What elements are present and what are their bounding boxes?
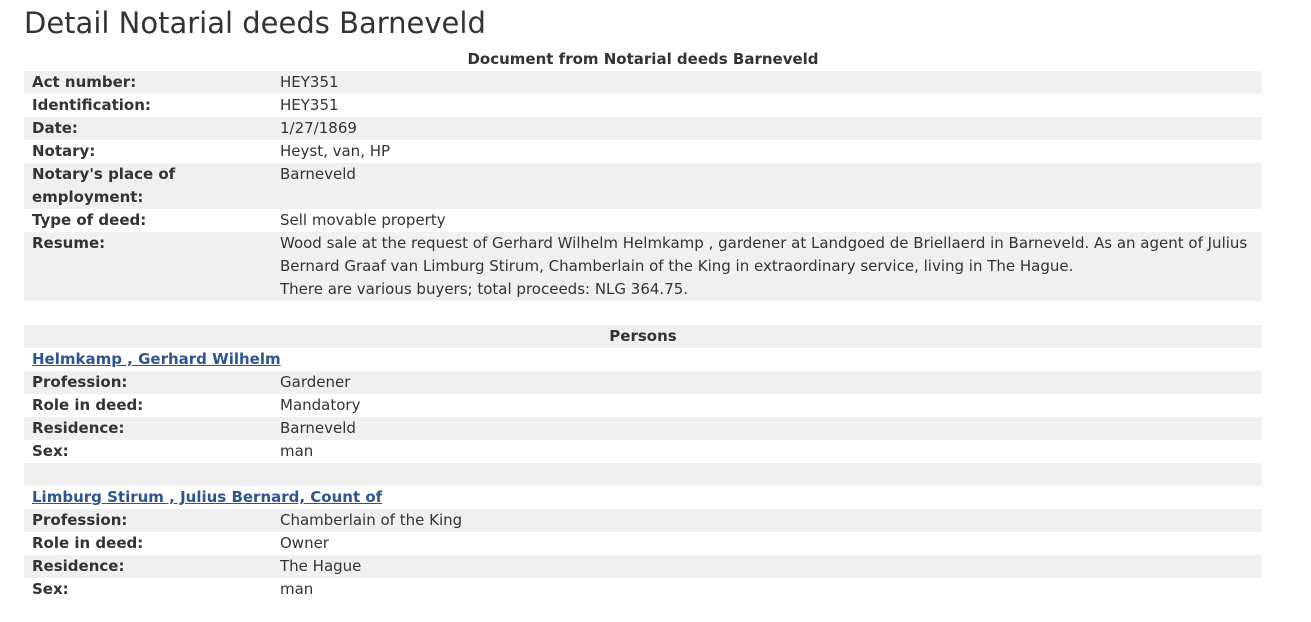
field-label: Type of deed: [32, 211, 147, 229]
resume-text [272, 232, 1262, 301]
person-field-row [24, 371, 1262, 394]
persons-caption-row [24, 325, 1262, 348]
field-label: Residence: [24, 417, 272, 440]
resume-line: Wood sale at the request of Gerhard Wilhelm Helmkamp , gardener at Landgoed de Briellaerd in Barneveld. As an agent of Julius Bernard Graaf van Limburg Stirum, Chamberlain of the King in extraordinary service, living in The Hague. [280, 234, 1248, 275]
field-label: Sex: [32, 442, 69, 460]
deed-detail [24, 48, 1262, 601]
field-label: Sex: [32, 580, 69, 598]
page-title: Detail Notarial deeds Barneveld [24, 6, 486, 40]
person-field-row [24, 440, 1262, 463]
field-value: Owner [280, 534, 329, 552]
field-label: Profession: [24, 509, 272, 532]
field-label: Date: [24, 117, 272, 140]
field-value: Chamberlain of the King [272, 509, 1262, 532]
field-label: Resume: [24, 232, 272, 301]
person-field-row [24, 417, 1262, 440]
field-value: HEY351 [280, 96, 339, 114]
person-field-row [24, 509, 1262, 532]
person-separator [24, 463, 1262, 486]
field-value: HEY351 [272, 71, 1262, 94]
document-caption: Document from Notarial deeds Barneveld [467, 50, 819, 68]
person-field-row [24, 394, 1262, 417]
field-row-type-of-deed [24, 209, 1262, 232]
field-row-act-number [24, 71, 1262, 94]
document-table [24, 48, 1262, 601]
field-value: Heyst, van, HP [280, 142, 391, 160]
document-caption-row [24, 48, 1262, 71]
field-value: Sell movable property [280, 211, 446, 229]
person-field-row [24, 555, 1262, 578]
field-row-identification [24, 94, 1262, 117]
field-value: Barneveld [272, 163, 1262, 209]
field-label: Identification: [32, 96, 151, 114]
person-link[interactable]: Limburg Stirum , Julius Bernard, Count of [32, 488, 383, 506]
field-value: Barneveld [272, 417, 1262, 440]
field-value: Mandatory [280, 396, 361, 414]
field-value: man [280, 442, 314, 460]
field-label: Act number: [24, 71, 272, 94]
field-value: The Hague [272, 555, 1262, 578]
field-label: Profession: [24, 371, 272, 394]
section-spacer [24, 301, 1262, 325]
field-value: 1/27/1869 [272, 117, 1262, 140]
field-label: Residence: [24, 555, 272, 578]
resume-line: There are various buyers; total proceeds: NLG 364.75. [280, 280, 689, 298]
field-row-notary [24, 140, 1262, 163]
field-label: Notary's place of employment: [24, 163, 272, 209]
person-link[interactable]: Helmkamp , Gerhard Wilhelm [32, 350, 281, 368]
person-name-row [24, 486, 1262, 509]
person-field-row [24, 578, 1262, 601]
field-row-date [24, 117, 1262, 140]
persons-caption: Persons [24, 325, 1262, 348]
person-name-row [24, 348, 1262, 371]
field-row-notary-place [24, 163, 1262, 209]
field-value: Gardener [272, 371, 1262, 394]
field-label: Notary: [32, 142, 96, 160]
field-value: man [280, 580, 314, 598]
field-label: Role in deed: [32, 534, 144, 552]
person-field-row [24, 532, 1262, 555]
field-label: Role in deed: [32, 396, 144, 414]
field-row-resume [24, 232, 1262, 301]
